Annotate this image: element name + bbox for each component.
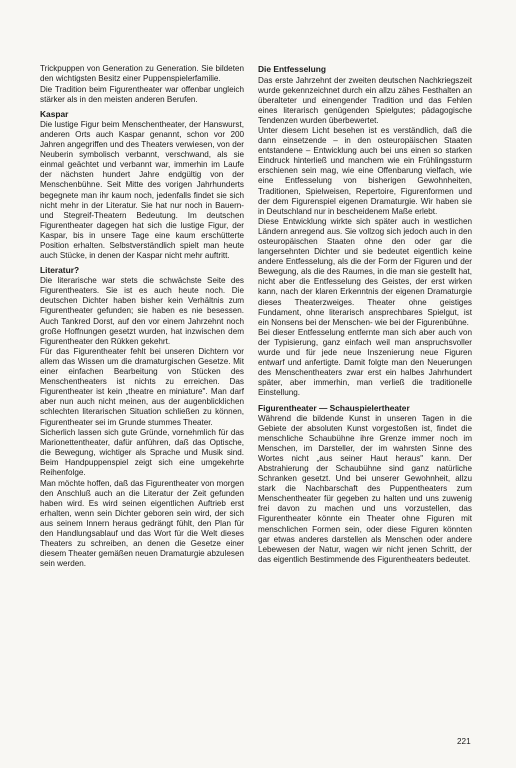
literatur-paragraph-3: Sicherlich lassen sich gute Gründe, vornehmlich für das Marionettentheater, dafür anführen, daß das Optische, die Bewegung, wichtiger als Sprache und Musik sind. Beim Handpuppenspiel zeigt sich eine umgekehrte Reihenfolge. (40, 428, 244, 478)
section-heading-entfesselung: Die Entfesselung (258, 64, 326, 74)
entfesselung-paragraph-2: Unter diesem Licht besehen ist es verständlich, daß die dann einsetzende – in den osteuropäischen Staaten entstandene – Entwicklung auch bei uns einen so starken Eindruck hinterließ und manchem wie ein Frühlingssturm erschienen sein mag, wie eine Offenbarung vielfach, wie eine Entfesselung von bisherigen Gewohnheiten, Traditionen, Spielweisen, Repertoire, Figurenformen und der dem Figurenspiel eigenen Dramaturgie. Wir haben sie in Deutschland nur in bescheidenem Maße erlebt. (258, 126, 472, 216)
entfesselung-paragraph-1: Das erste Jahrzehnt der zweiten deutschen Nachkriegszeit wurde gekennzeichnet durch ein allzu zähes Festhalten an überalteter und einengender Tradition und das Fehlen eines literarisch genügenden Spielgutes; pädagogische Tendenzen wurden überbewertet. (258, 75, 472, 125)
kaspar-paragraph: Die lustige Figur beim Menschentheater, der Hanswurst, anderen Orts auch Kaspar genannt, schon vor 200 Jahren angegriffen und des Theaters verwiesen, von der Neuberin symbolisch verbannt, verschwand, als sie einmal geächtet und verbannt war, immerhin im Laufe der nächsten hundert Jahre endgültig von der Menschenbühne. Seit Mitte des vorigen Jahrhunderts begegnete man ihr kaum noch, jedenfalls findet sie sich nicht mehr in der Literatur. Sie hat nur noch in Bauern- und Stegreif-Theatern Bedeutung. Im deutschen Figurentheater dagegen hat sich die lustige Figur, der Kaspar, bis in unsere Tage eine kaum erschütterte Position erhalten. Selbstverständlich spielt man heute auch Stücke, in denen der Kaspar nicht mehr auftritt. (40, 120, 244, 260)
left-column (40, 64, 244, 570)
section-heading-literatur: Literatur? (40, 264, 80, 275)
intro-paragraph: Trickpuppen von Generation zu Generation. Sie bildeten den wichtigsten Besitz einer Puppenspielerfamilie. (40, 64, 244, 84)
literatur-paragraph-1: Die literarische war stets die schwächste Seite des Figurentheaters. Sie ist es auch heute noch. Die deutschen Dichter haben bisher kein Verhältnis zum Figurentheater gefunden; sie haben es nie besessen. Auch Tankred Dorst, auf den vor einem Jahrzehnt noch große Hoffnungen gesetzt wurden, hat inzwischen dem Figurentheater den Rükken gekehrt. (40, 276, 244, 346)
schauspielertheater-paragraph: Während die bildende Kunst in unseren Tagen in die Gebiete der absoluten Kunst vorgestoßen ist, findet die menschliche Schaubühne ihre Grenze immer noch im Menschen, im Darsteller, der im wahrsten Sinne des Wortes nicht „aus seiner Haut heraus" kann. Der Abstrahierung der Schaubühne sind ganz natürliche Schranken gesetzt. Und bei unserer Gewohnheit, allzu stark die Nachbarschaft des Puppentheaters zum Menschentheater für gegeben zu halten und uns zuwenig frei davon zu machen und uns vorzustellen, das Figurentheater könnte ein Theater ohne Figuren mit menschlichen Formen sein, oder diese Figuren könnten gar etwas anderes darstellen als Menschen oder andere Lebewesen der Natur, wagen wir nicht jenen Schritt, der das eigentlich Bestimmende des Figurentheaters bedeutet. (258, 414, 472, 564)
literatur-paragraph-4: Man möchte hoffen, daß das Figurentheater von morgen den Anschluß auch an die Literatur der Zeit gefunden haben wird. Es wird seinen eigentlichen Auftrieb erst erhalten, wenn sein Dichter geboren sein wird, der sich aus seinem Innern heraus gedrängt fühlt, den Plan für den Handlungsablauf und das Wort für die Welt dieses Theaters zu schreiben, an denen die Gesetze einer diesem Theater gemäßen neuen Dramaturgie abzulesen sein werden. (40, 478, 244, 569)
page-number: 221 (457, 737, 471, 746)
entfesselung-paragraph-4: Bei dieser Entfesselung entfernte man sich aber auch von der Typisierung, ganz einfach weil man anspruchsvoller wurde und für jede neue Inszenierung neue Figuren entwarf und anfertigte. Damit folgte man den Neuerungen des Menschentheaters zwar erst ein halbes Jahrhundert später, aber immerhin, man verließ die traditionelle Einstellung. (258, 328, 472, 398)
literatur-paragraph-2: Für das Figurentheater fehlt bei unseren Dichtern vor allem das Wissen um die dramaturgischen Gesetze. Mit einer einfachen Bearbeitung von Stücken des Menschentheaters ist nichts zu erreichen. Das Figurentheater ist kein „theatre en miniature". Man darf aber nun auch nicht meinen, aus der augenblicklichen schlechten literarischen Situation schließen zu können, Figurentheater sei im Grunde stummes Theater. (40, 347, 244, 427)
section-heading-schauspielertheater: Figurentheater — Schauspielertheater (258, 402, 410, 413)
right-column (258, 64, 472, 565)
section-heading-kaspar: Kaspar (40, 108, 69, 119)
entfesselung-paragraph-3: Diese Entwicklung wirkte sich später auch in westlichen Ländern anregend aus. Sie vollzog sich jedoch auch in den osteuropäischen Staaten ohne den oder gar die langersehnten Dichter und sie bedeutet eigentlich keine andere Entfesselung, als die der Form der Figuren und der Bewegung, als die des Raumes, in die man sie gestellt hat, nicht aber die Entfesselung des Geistes, der erst wirken kann, nach der klaren Erkenntnis der eigenen Dramaturgie dieses Theaterzweiges. Theater ohne geistiges Fundament, ohne literarisch ansprechbares Spielgut, ist ein Nonsens bei der Menschen- wie bei der Figurenbühne. (258, 217, 472, 327)
tradition-paragraph: Die Tradition beim Figurentheater war offenbar ungleich stärker als in den meisten anderen Berufen. (40, 84, 244, 104)
